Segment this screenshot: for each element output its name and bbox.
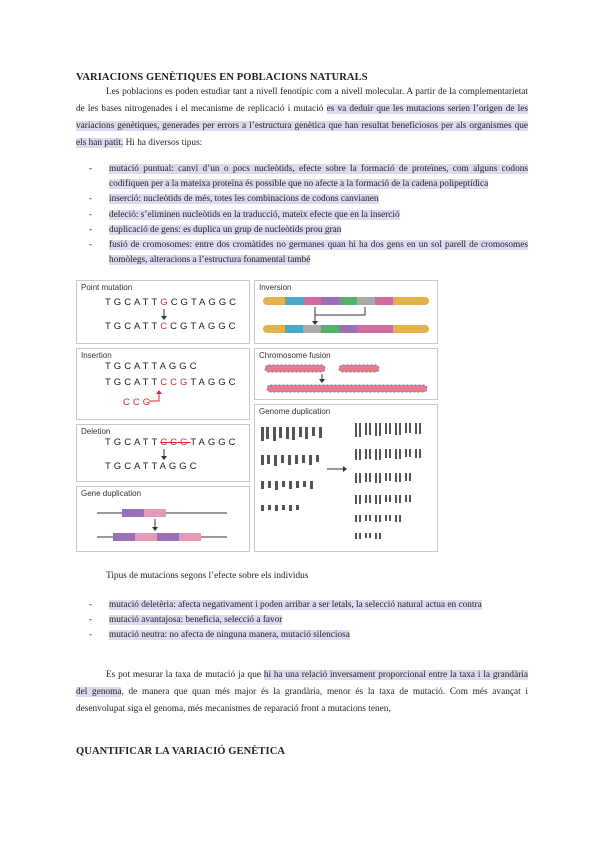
gene-duplication-diagram	[77, 501, 249, 549]
intro-end: Hi ha diversos tipus:	[123, 138, 203, 148]
next-section-title: QUANTIFICAR LA VARIACIÓ GENÈTICA	[76, 746, 286, 757]
mutation-effects-list	[76, 598, 528, 644]
inversion-panel	[254, 280, 438, 344]
deletion-original-seq: TGCATTCCGTAGGC	[105, 437, 239, 448]
panel-title: Deletion	[81, 427, 111, 436]
figure-caption: Tipus de mutacions segons l’efecte sobre els individus	[106, 571, 309, 581]
panel-title: Inversion	[259, 283, 292, 292]
deletion-panel	[76, 424, 250, 482]
intro-paragraph	[76, 84, 528, 152]
mutation-figure	[76, 280, 436, 552]
genome-duplication-diagram	[255, 419, 437, 549]
inserted-bases: CCG	[123, 397, 154, 408]
insertion-mutated-seq: TGCATTCCGTAGGC	[105, 377, 239, 388]
point-mutated-seq: TGCATTCCGTAGGC	[105, 321, 239, 332]
point-original-seq: TGCATTGCGTAGGC	[105, 297, 240, 308]
list-item: - duplicació de gens: es duplica un grup de nucleòtids prou gran	[89, 224, 342, 235]
rate-paragraph	[76, 667, 528, 718]
arrow-icon	[159, 309, 169, 321]
arrow-icon	[159, 449, 169, 461]
mutation-types-list	[76, 162, 528, 268]
rate-highlight: hi ha una relació inversament proporcional entre la taxa i la grandària del genoma	[76, 670, 528, 697]
section-title: VARIACIONS GENÈTIQUES EN POBLACIONS NATURALS	[76, 72, 368, 83]
intro-text: Les poblacions es poden estudiar tant a nivell fenotípic com a nivell molecular. A partir de la complementarietat de les bases nitrogenades i el mecanisme de replicació i mutació	[76, 87, 528, 114]
rate-end: , de manera que quan més major és la grandària, menor és la taxa de mutació. Com més avançat i desenvolupat siga el genoma, més mecanismes de reparació front a mutacions tenen,	[76, 687, 528, 714]
panel-title: Gene duplication	[81, 489, 142, 498]
chromosome-fusion-panel	[254, 348, 438, 400]
list-item: - inserció: nucleòtids de més, totes les combinacions de codons canvianen	[89, 194, 379, 205]
list-item: - mutació avantajosa: beneficia, selecció a favor	[89, 615, 283, 626]
intro-highlight: es va deduir que les mutacions serien l’origen de les variacions genètiques, generades per errors a l’estructura genètica que han resultat beneficiosos per als organismes que els han patit.	[76, 104, 528, 148]
panel-title: Insertion	[81, 351, 112, 360]
point-mutation-panel	[76, 280, 250, 344]
list-item: - mutació deletèria: afecta negativament i poden arribar a ser letals, la selecció natural actua en contra	[89, 600, 482, 610]
panel-title: Genome duplication	[259, 407, 331, 416]
rate-text: Es pot mesurar la taxa de mutació ja que	[106, 670, 264, 680]
gene-duplication-panel	[76, 486, 250, 552]
panel-title: Chromosome fusion	[259, 351, 331, 360]
insertion-original-seq: TGCATTAGGC	[105, 361, 200, 372]
panel-title: Point mutation	[81, 283, 133, 292]
list-item: - deleció: s’eliminen nucleòtids en la traducció, mateix efecte que en la inserció	[89, 209, 400, 220]
deletion-mutated-seq: TGCATTAGGC	[105, 461, 200, 472]
inversion-diagram	[255, 293, 437, 341]
insertion-panel	[76, 348, 250, 420]
list-item: - mutació puntual: canvi d’un o pocs nucleòtids, efecte sobre la formació de proteïnes, com alguns codons codifiquen per a la mateixa proteïna és possible que no afecte a la formació de la cadena polipeptídica	[89, 164, 528, 190]
chromosome-fusion-diagram	[255, 361, 437, 397]
list-item: - mutació neutra: no afecta de ninguna manera, mutació silenciosa	[89, 630, 350, 641]
genome-duplication-panel	[254, 404, 438, 552]
list-item: - fusió de cromosomes: entre dos cromàtides no germanes quan hi ha dos gens en un sol parell de cromosomes homòlegs, alteracions a l’estructura fonamental també	[89, 240, 528, 266]
